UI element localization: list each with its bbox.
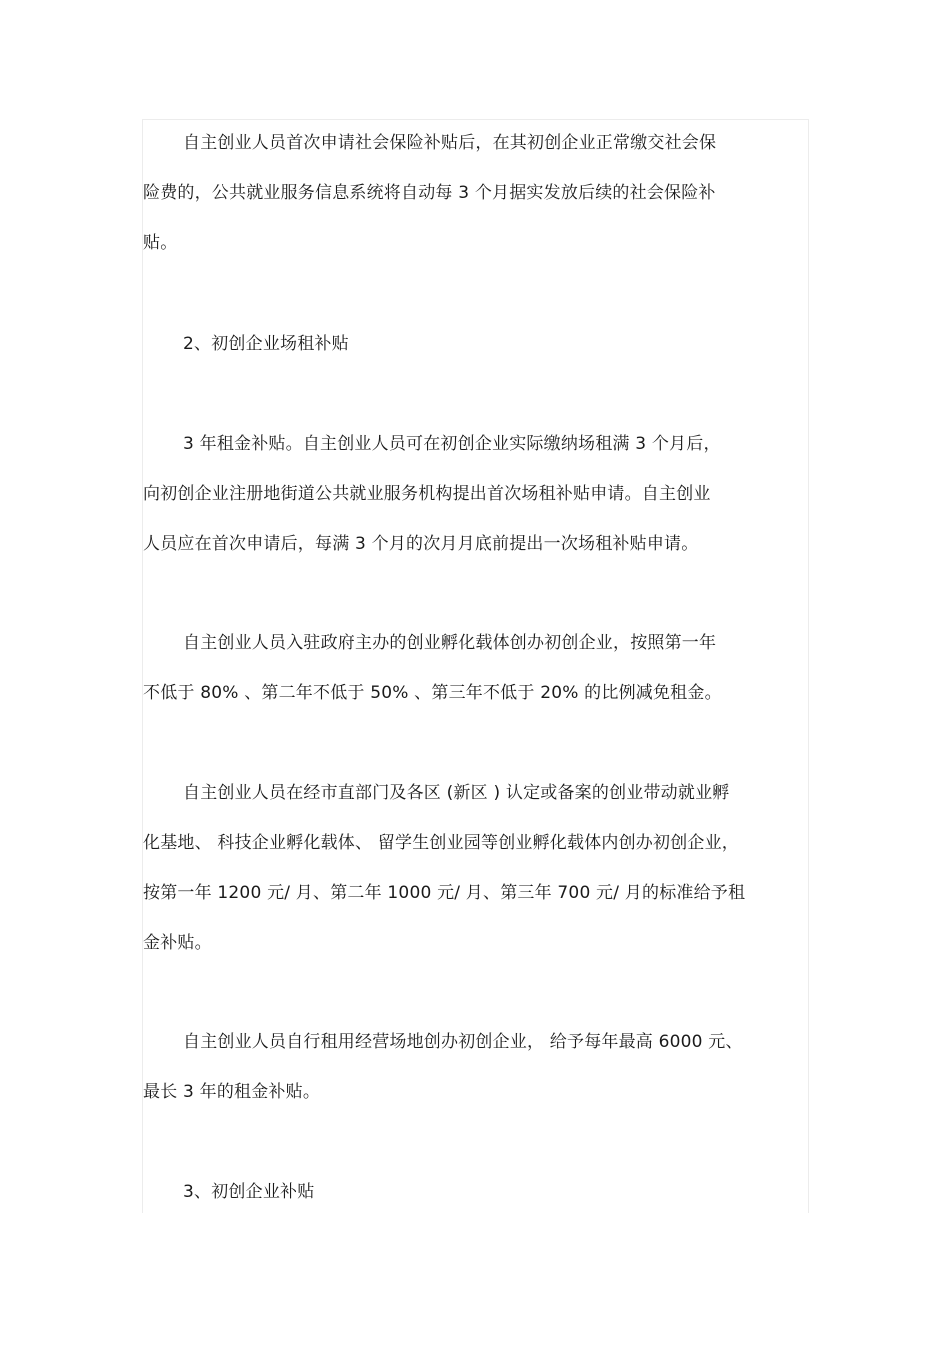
paragraph-line: 化基地、 科技企业孵化载体、 留学生创业园等创业孵化载体内创办初创企业， bbox=[143, 833, 740, 853]
paragraph-line: 人员应在首次申请后，每满 3 个月的次月月底前提出一次场租补贴申请。 bbox=[143, 534, 699, 554]
paragraph-line: 3 年租金补贴。自主创业人员可在初创企业实际缴纳场租满 3 个月后， bbox=[183, 434, 721, 454]
paragraph-line: 不低于 80% 、第二年不低于 50% 、第三年不低于 20% 的比例减免租金。 bbox=[143, 683, 722, 703]
paragraph-line: 金补贴。 bbox=[143, 933, 212, 953]
section-heading: 2、初创企业场租补贴 bbox=[183, 334, 349, 354]
paragraph-line: 贴。 bbox=[143, 233, 178, 253]
paragraph-line: 自主创业人员在经市直部门及各区 (新区 ) 认定或备案的创业带动就业孵 bbox=[183, 783, 730, 803]
section-heading: 3、初创企业补贴 bbox=[183, 1182, 315, 1202]
paragraph-line: 最长 3 年的租金补贴。 bbox=[143, 1082, 321, 1102]
paragraph-line: 按第一年 1200 元/ 月、第二年 1000 元/ 月、第三年 700 元/ 月的标准给予租 bbox=[143, 883, 746, 903]
paragraph-line: 险费的，公共就业服务信息系统将自动每 3 个月据实发放后续的社会保险补 bbox=[143, 183, 716, 203]
paragraph-line: 向初创企业注册地街道公共就业服务机构提出首次场租补贴申请。自主创业 bbox=[143, 484, 711, 504]
paragraph-line: 自主创业人员首次申请社会保险补贴后，在其初创企业正常缴交社会保 bbox=[183, 133, 717, 153]
paragraph-line: 自主创业人员入驻政府主办的创业孵化载体创办初创企业，按照第一年 bbox=[183, 633, 717, 653]
paragraph-line: 自主创业人员自行租用经营场地创办初创企业， 给予每年最高 6000 元、 bbox=[183, 1032, 743, 1052]
